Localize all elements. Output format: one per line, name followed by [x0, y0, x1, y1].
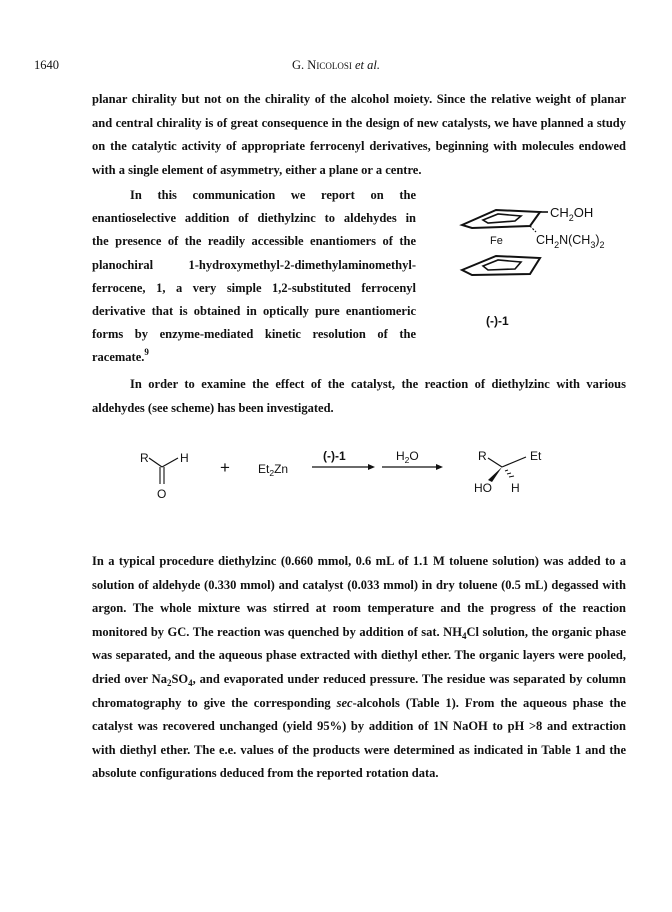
aldehyde-o: O [157, 487, 167, 501]
comm-line-6: derivative that is obtained in optically pure enantiomeric [92, 304, 416, 319]
product-h: H [511, 481, 520, 495]
comm-line-5: ferrocene, 1, a very simple 1,2-substituted ferrocenyl [92, 280, 416, 295]
comm-line-8 [92, 346, 416, 369]
paragraph-intro-text: planar chirality but not on the chirality of the alcohol moiety. Since the relative weight of planar and central chirality is of great consequence in the design of new catalysts, we have planned a study on the catalytic activity of appropriate ferrocenyl derivatives, beginning with molecules endowed with a single element of asymmetry, either a plane or a centre. [92, 92, 626, 177]
bond-ch2nme2 [530, 226, 536, 232]
cp-ring-top [462, 210, 540, 228]
hash-2 [507, 473, 511, 474]
comm-line-4: planochiral 1-hydroxymethyl-2-dimethylaminomethyl- [92, 257, 416, 272]
substituent-ch2oh: $CH_2OH$ [550, 205, 594, 223]
cp-ring-bottom-inner [483, 260, 521, 270]
page-number: 1640 [34, 58, 59, 72]
diethylzinc: $Et_2Zn$ [258, 462, 289, 478]
paragraph-procedure-text: In a typical procedure diethylzinc (0.660 mmol, 0.6 mL of 1.1 M toluene solution) was added to a solution of aldehyde (0.330 mmol) and catalyst (0.033 mmol) in dry toluene (0.5 mL) degassed with argon. The whole mixture was stirred at room temperature and the progress of the reaction monitored by GC. The reaction was quenched by addition of sat. $NH_4Cl$ solution, the organic phase was separated, and the aqueous phase extracted with diethyl ether. The organic layers were pooled, dried over $Na_2SO_4$, and evaporated under reduced pressure. The residue was separated by column chromatography to give the corresponding sec-alcohols (Table 1). From the aqueous phase the catalyst was recovered unchanged (yield 95%) by addition of 1N NaOH to pH >8 and extraction with diethyl ether. The e.e. values of the products were determined as indicated in Table 1 and the absolute configurations deduced from the reported rotation data. [92, 554, 626, 781]
arrow2-head [436, 464, 443, 470]
hash-3 [509, 476, 514, 477]
racemate-text: racemate. [92, 350, 145, 365]
bond-product-r [488, 458, 502, 467]
bond-product-et [502, 457, 526, 467]
paragraph-examine-text: In order to examine the effect of the catalyst, the reaction of diethylzinc with various aldehydes (see scheme) has been investigated. [92, 377, 626, 415]
compound-label: (-)-1 [486, 314, 509, 328]
paragraph-communication [92, 184, 416, 370]
arrow2-label: $H_2O$ [396, 449, 419, 465]
arrow1-head [368, 464, 375, 470]
paragraph-procedure [92, 550, 626, 786]
author-name: G. Nicolosi [292, 58, 352, 72]
product-et: Et [530, 449, 542, 463]
bond-r-c [149, 458, 162, 467]
author-suffix: et al. [354, 58, 380, 72]
paragraph-examine [92, 373, 626, 420]
substituent-ch2nme2: $CH_2N(CH_3)_2$ [536, 233, 605, 250]
product-ho: HO [474, 481, 492, 495]
aldehyde-r: R [140, 451, 149, 465]
aldehyde-h: H [180, 451, 189, 465]
cp-ring-bottom [462, 256, 540, 275]
comm-line-1: In this communication we report on the [130, 188, 416, 202]
arrow1-label: (-)-1 [323, 449, 346, 463]
product-r: R [478, 449, 487, 463]
bond-c-h [162, 458, 178, 467]
hash-1 [505, 470, 508, 471]
plus-sign: + [220, 458, 230, 477]
running-author [0, 58, 672, 73]
iron-label: Fe [490, 235, 503, 247]
comm-line-2: enantioselective addition of diethylzinc to aldehydes in [92, 211, 416, 226]
paragraph-intro [92, 88, 626, 182]
reference-9: 9 [144, 347, 149, 358]
reaction-scheme [130, 440, 570, 510]
ferrocene-structure [440, 196, 640, 346]
comm-line-3: the presence of the readily accessible enantiomers of the [92, 234, 416, 249]
comm-line-7: forms by enzyme-mediated kinetic resolution of the [92, 327, 416, 342]
wedge-ho [488, 467, 502, 482]
cp-ring-top-inner [483, 214, 521, 223]
